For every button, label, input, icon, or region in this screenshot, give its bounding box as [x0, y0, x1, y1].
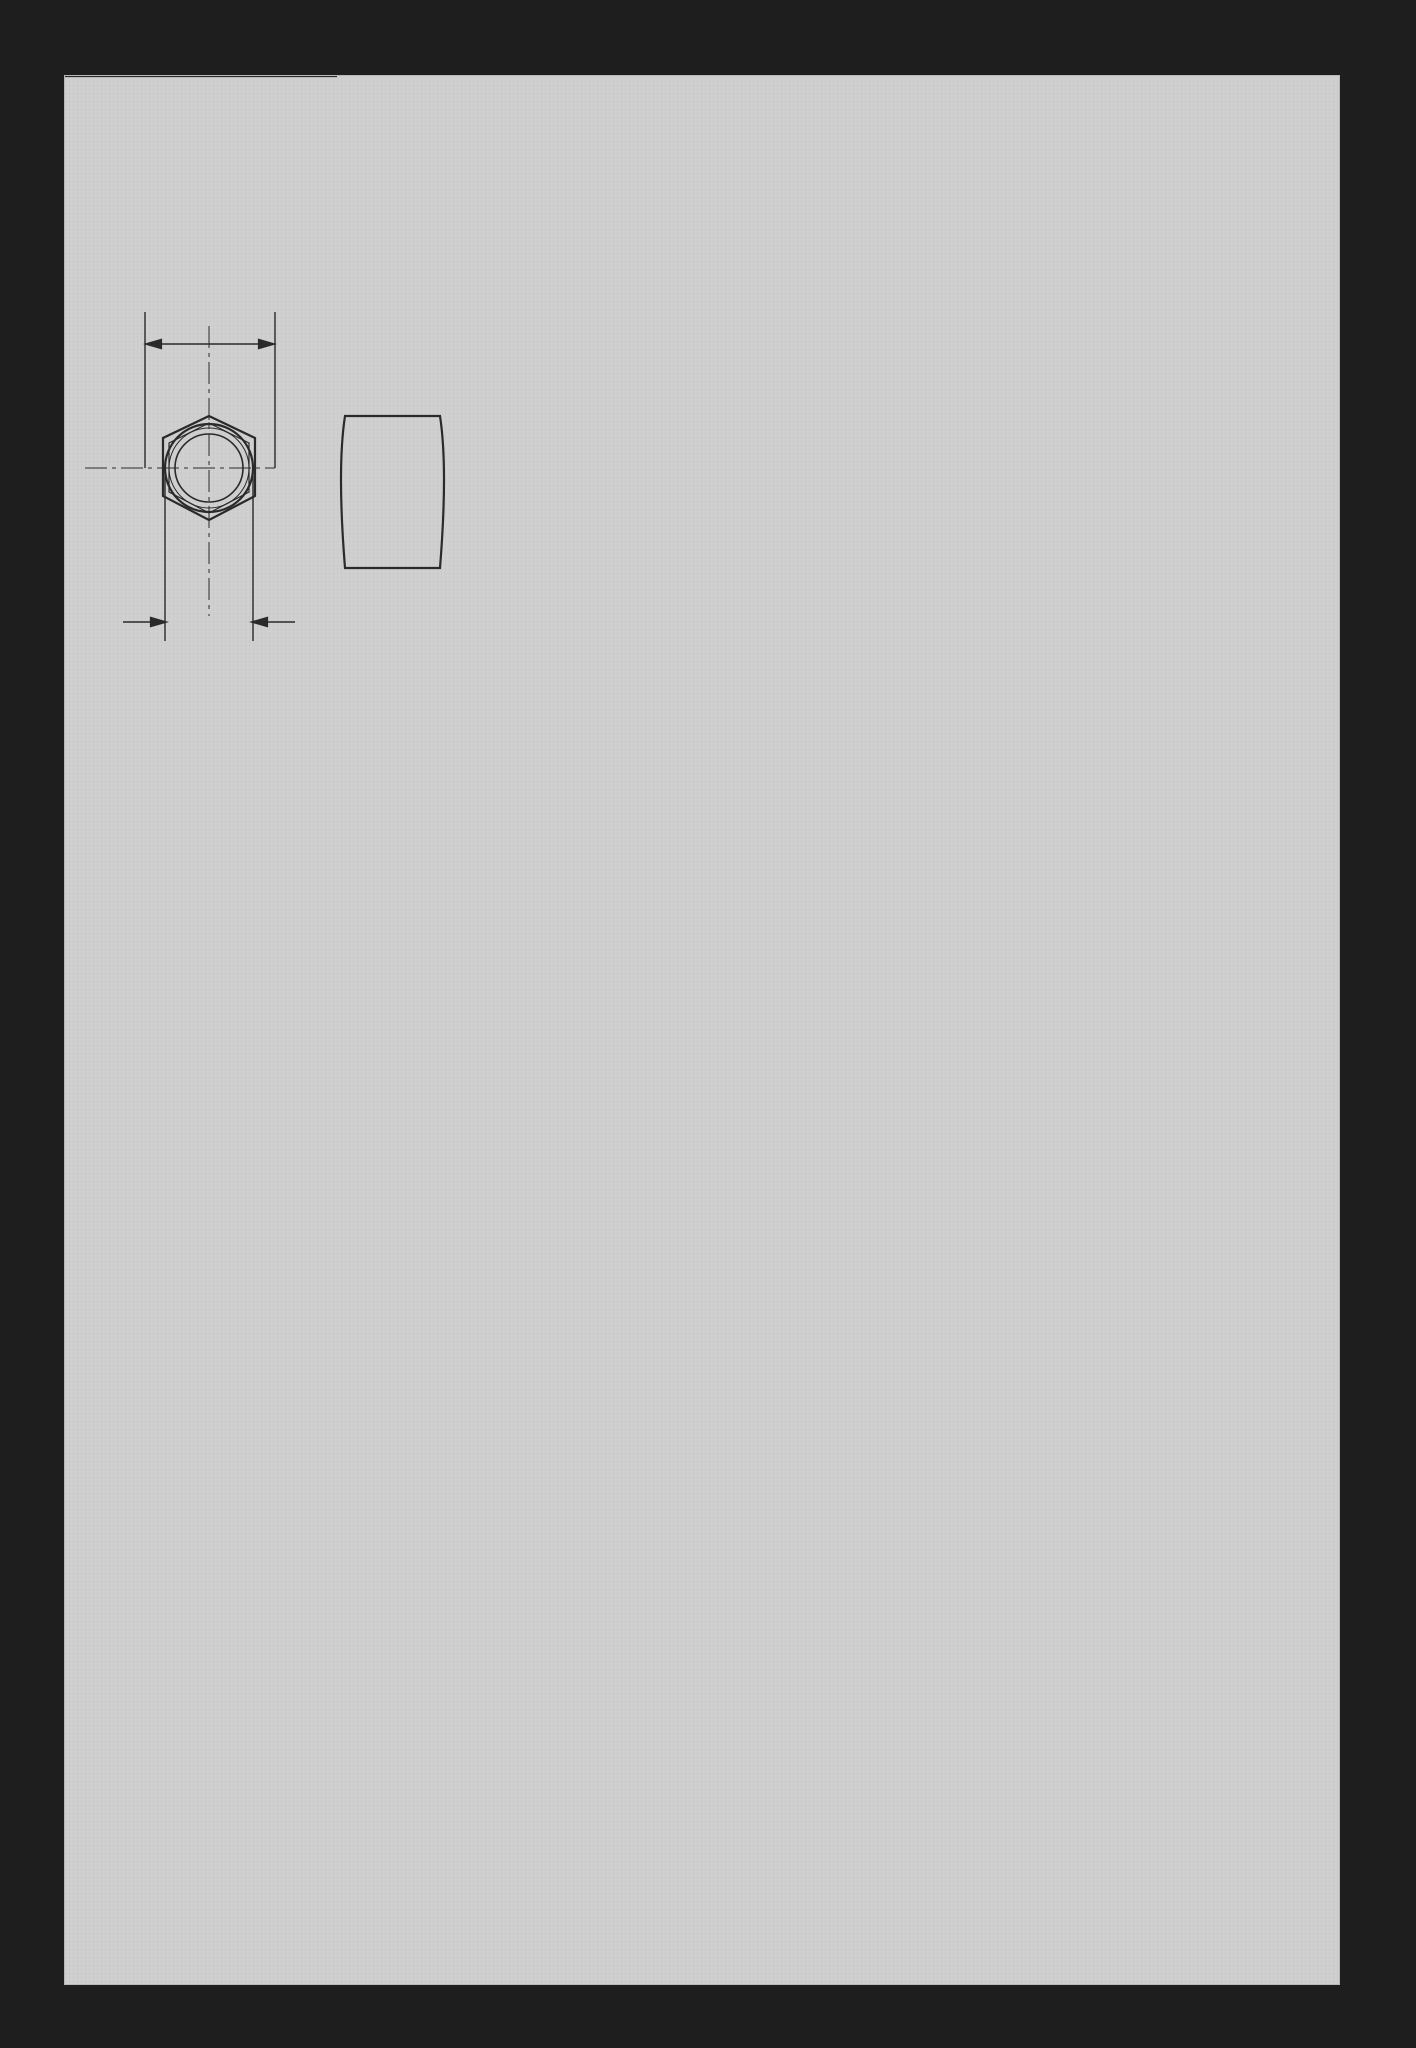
technical-drawing — [65, 76, 1339, 1984]
drawing-sheet — [65, 76, 1339, 1984]
nut-front-view — [85, 312, 295, 641]
